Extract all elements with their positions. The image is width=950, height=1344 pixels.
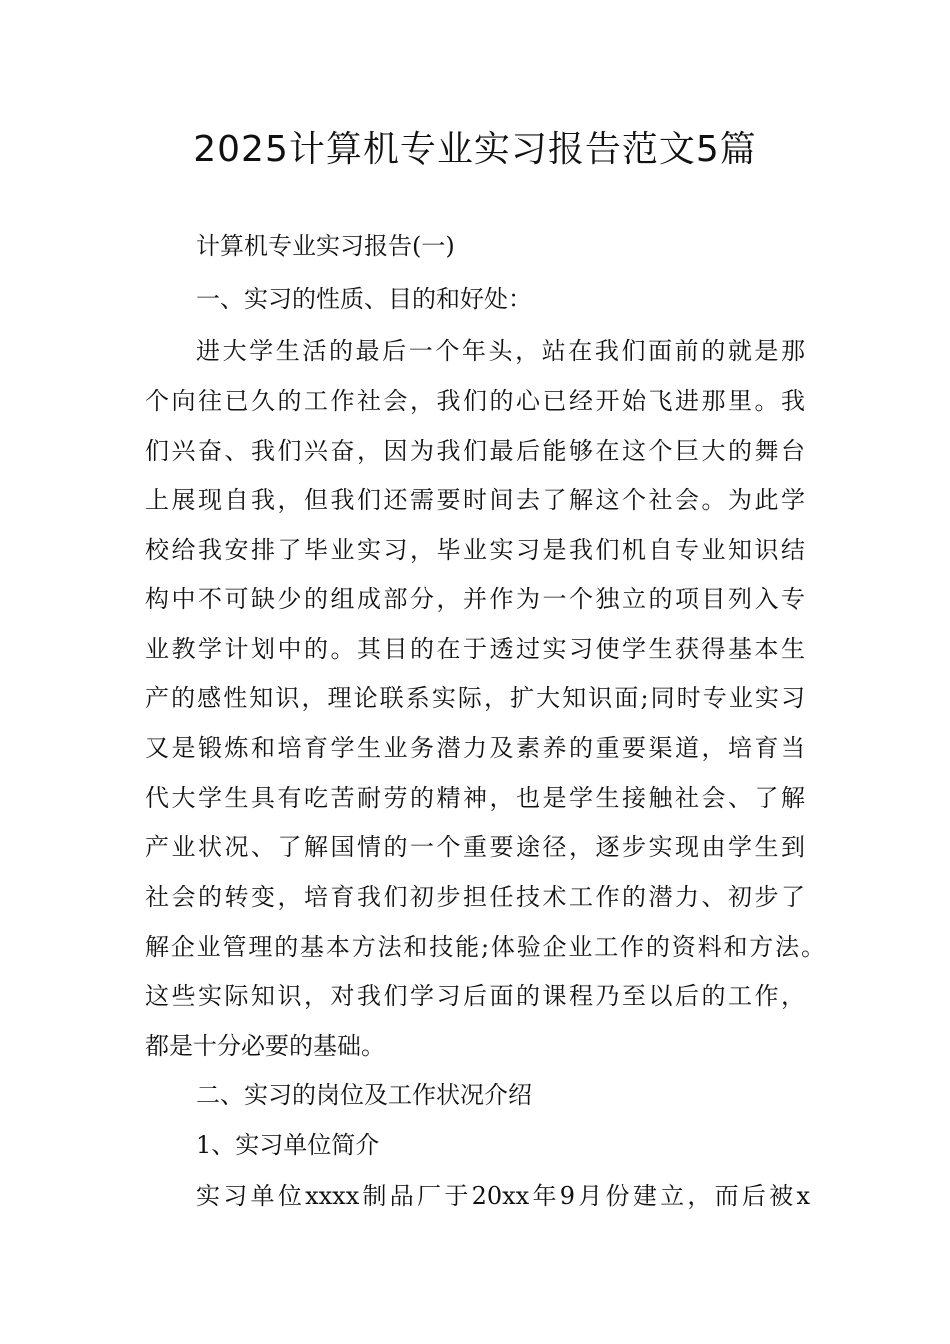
section-heading: 计算机专业实习报告(一) — [196, 232, 455, 260]
paragraph-line: 产业状况、了解国情的一个重要途径，逐步实现由学生到 — [145, 833, 805, 861]
section-heading: 二、实习的岗位及工作状况介绍 — [196, 1081, 532, 1109]
paragraph-line: 这些实际知识，对我们学习后面的课程乃至以后的工作， — [145, 982, 805, 1010]
paragraph-line: 社会的转变，培育我们初步担任技术工作的潜力、初步了 — [145, 883, 805, 911]
paragraph-line: 们兴奋、我们兴奋，因为我们最后能够在这个巨大的舞台 — [145, 437, 805, 465]
paragraph-line: 又是锻炼和培育学生业务潜力及素养的重要渠道，培育当 — [145, 734, 805, 762]
paragraph-line: 产的感性知识，理论联系实际，扩大知识面;同时专业实习 — [145, 684, 805, 712]
paragraph-line: 都是十分必要的基础。 — [145, 1032, 385, 1060]
paragraph-line: 上展现自我，但我们还需要时间去了解这个社会。为此学 — [145, 486, 805, 514]
paragraph-line: 实习单位xxxx制品厂于20xx年9月份建立，而后被x — [196, 1182, 810, 1210]
paragraph-line: 校给我安排了毕业实习，毕业实习是我们机自专业知识结 — [145, 536, 805, 564]
paragraph-line: 个向往已久的工作社会，我们的心已经开始飞进那里。我 — [145, 387, 805, 415]
paragraph-line: 解企业管理的基本方法和技能;体验企业工作的资料和方法。 — [145, 933, 825, 961]
paragraph-line: 进大学生活的最后一个年头，站在我们面前的就是那 — [196, 337, 805, 365]
paragraph-line: 业教学计划中的。其目的在于透过实习使学生获得基本生 — [145, 635, 805, 663]
document-title: 2025计算机专业实习报告范文5篇 — [193, 129, 757, 170]
paragraph-line: 构中不可缺少的组成部分，并作为一个独立的项目列入专 — [145, 585, 805, 613]
section-heading: 一、实习的性质、目的和好处： — [196, 285, 532, 313]
paragraph-line: 代大学生具有吃苦耐劳的精神，也是学生接触社会、了解 — [145, 784, 805, 812]
subsection-heading: 1、实习单位简介 — [196, 1131, 380, 1159]
